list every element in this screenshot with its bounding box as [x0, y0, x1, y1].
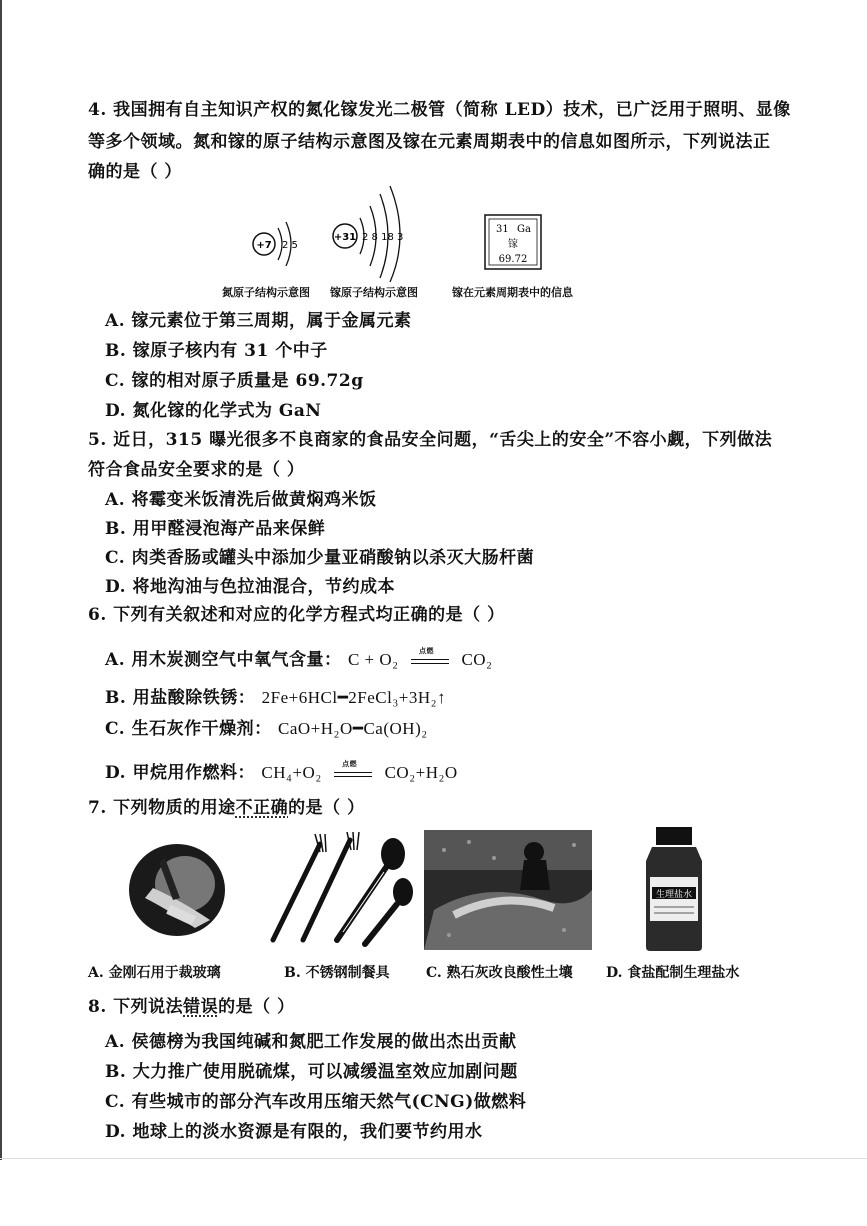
cutlery-image — [265, 832, 415, 947]
q5-stem-line1: 5. 近日，315 曝光很多不良商家的食品安全问题，“舌尖上的安全”不容小觑，下列做法 — [88, 430, 773, 450]
q6-option-b-text: B. 用盐酸除铁锈： — [105, 688, 256, 708]
cap-gallium: 镓原子结构示意图 — [330, 286, 418, 299]
page-bottom-rule — [0, 1158, 867, 1159]
q6-stem: 6. 下列有关叙述和对应的化学方程式均正确的是（ ） — [88, 605, 505, 625]
q8-stem — [88, 992, 295, 1017]
q7-caption-c: C. 熟石灰改良酸性土壤 — [426, 965, 573, 981]
q4-option-d: D. 氮化镓的化学式为 GaN — [105, 401, 322, 421]
q4-figure — [240, 182, 600, 282]
q6-option-a-text: A. 用木炭测空气中氧气含量： — [105, 650, 342, 670]
q6-option-a-left: C + O₂ — [347, 650, 399, 669]
q8-stem-post: 的是（ ） — [218, 997, 295, 1017]
q4-stem-line1: 4. 我国拥有自主知识产权的氮化镓发光二极管（简称 LED）技术，已广泛用于照明、显像 — [88, 100, 791, 120]
soil-slaked-lime-image — [424, 830, 592, 950]
q8-option-a: A. 侯德榜为我国纯碱和氮肥工作发展的做出杰出贡献 — [105, 1032, 517, 1052]
n-nucleus-label: +7 — [256, 240, 272, 251]
periodic-cell — [485, 215, 541, 269]
reaction-arrow — [334, 758, 372, 781]
q4-stem-line2: 等多个领域。氮和镓的原子结构示意图及镓在元素周期表中的信息如图所示，下列说法正 — [88, 132, 771, 152]
q7-stem-pre: 7. 下列物质的用途 — [88, 798, 236, 818]
q5-option-a: A. 将霉变米饭清洗后做黄焖鸡米饭 — [105, 490, 377, 510]
nitrogen-atom-diagram — [253, 222, 298, 266]
q7-stem-post: 的是（ ） — [288, 798, 365, 818]
q8-stem-emphasis: 错误 — [183, 997, 219, 1017]
q5-option-d: D. 将地沟油与色拉油混合，节约成本 — [105, 577, 395, 597]
q7-caption-a: A. 金刚石用于裁玻璃 — [88, 965, 221, 981]
q6-option-d-text: D. 甲烷用作燃料： — [105, 763, 255, 783]
q6-option-d — [105, 758, 458, 783]
q4-option-c: C. 镓的相对原子质量是 69.72g — [105, 371, 364, 391]
q4-stem-line3: 确的是（ ） — [88, 162, 182, 182]
bottle-label-text: 生理盐水 — [655, 890, 693, 900]
cell-name: 镓 — [508, 239, 518, 250]
q6-option-c-eq: CaO+H₂O━Ca(OH)₂ — [278, 719, 428, 738]
ga-shell-electrons: 2 8 18 3 — [362, 232, 404, 243]
q7-stem — [88, 793, 365, 818]
diamond-cutter-image — [125, 838, 230, 943]
q6-option-a — [105, 645, 492, 670]
q8-stem-pre: 8. 下列说法 — [88, 997, 184, 1017]
q6-option-a-right: CO₂ — [461, 650, 493, 669]
q5-option-c: C. 肉类香肠或罐头中添加少量亚硝酸钠以杀灭大肠杆菌 — [105, 548, 535, 568]
q6-option-c-text: C. 生石灰作干燥剂： — [105, 719, 272, 739]
q4-option-b: B. 镓原子核内有 31 个中子 — [105, 341, 328, 361]
cell-symbol: Ga — [517, 224, 531, 235]
reaction-arrow — [411, 645, 449, 668]
q6-option-b — [105, 683, 446, 708]
q4-option-a: A. 镓元素位于第三周期，属于金属元素 — [105, 311, 412, 331]
n-shell-electrons: 2 5 — [282, 240, 298, 251]
saline-bottle-image — [636, 825, 712, 953]
q5-option-b: B. 用甲醛浸泡海产品来保鲜 — [105, 519, 326, 539]
q5-stem-line2: 符合食品安全要求的是（ ） — [88, 460, 305, 480]
ga-nucleus-label: +31 — [333, 232, 357, 243]
q6-option-b-eq: 2Fe+6HCl━2FeCl₃+3H₂↑ — [261, 688, 447, 707]
page-left-edge — [0, 0, 2, 1160]
reaction-condition: 点燃 — [419, 645, 435, 655]
cell-mass: 69.72 — [498, 254, 528, 265]
reaction-condition: 点燃 — [342, 758, 358, 768]
q7-caption-b: B. 不锈钢制餐具 — [284, 965, 390, 981]
cap-nitrogen: 氮原子结构示意图 — [222, 286, 310, 299]
q8-option-b: B. 大力推广使用脱硫煤，可以减缓温室效应加剧问题 — [105, 1062, 518, 1082]
q7-stem-emphasis: 不正确 — [235, 798, 289, 818]
cap-periodic-cell: 镓在元素周期表中的信息 — [452, 286, 573, 299]
cell-number: 31 — [496, 224, 509, 235]
q7-caption-d: D. 食盐配制生理盐水 — [606, 965, 740, 981]
q6-option-d-left: CH₄+O₂ — [261, 763, 322, 782]
q6-option-c — [105, 714, 428, 739]
q8-option-d: D. 地球上的淡水资源是有限的，我们要节约用水 — [105, 1122, 483, 1142]
q6-option-d-right: CO₂+H₂O — [384, 763, 458, 782]
q8-option-c: C. 有些城市的部分汽车改用压缩天然气(CNG)做燃料 — [105, 1092, 527, 1112]
gallium-atom-diagram — [333, 186, 403, 282]
